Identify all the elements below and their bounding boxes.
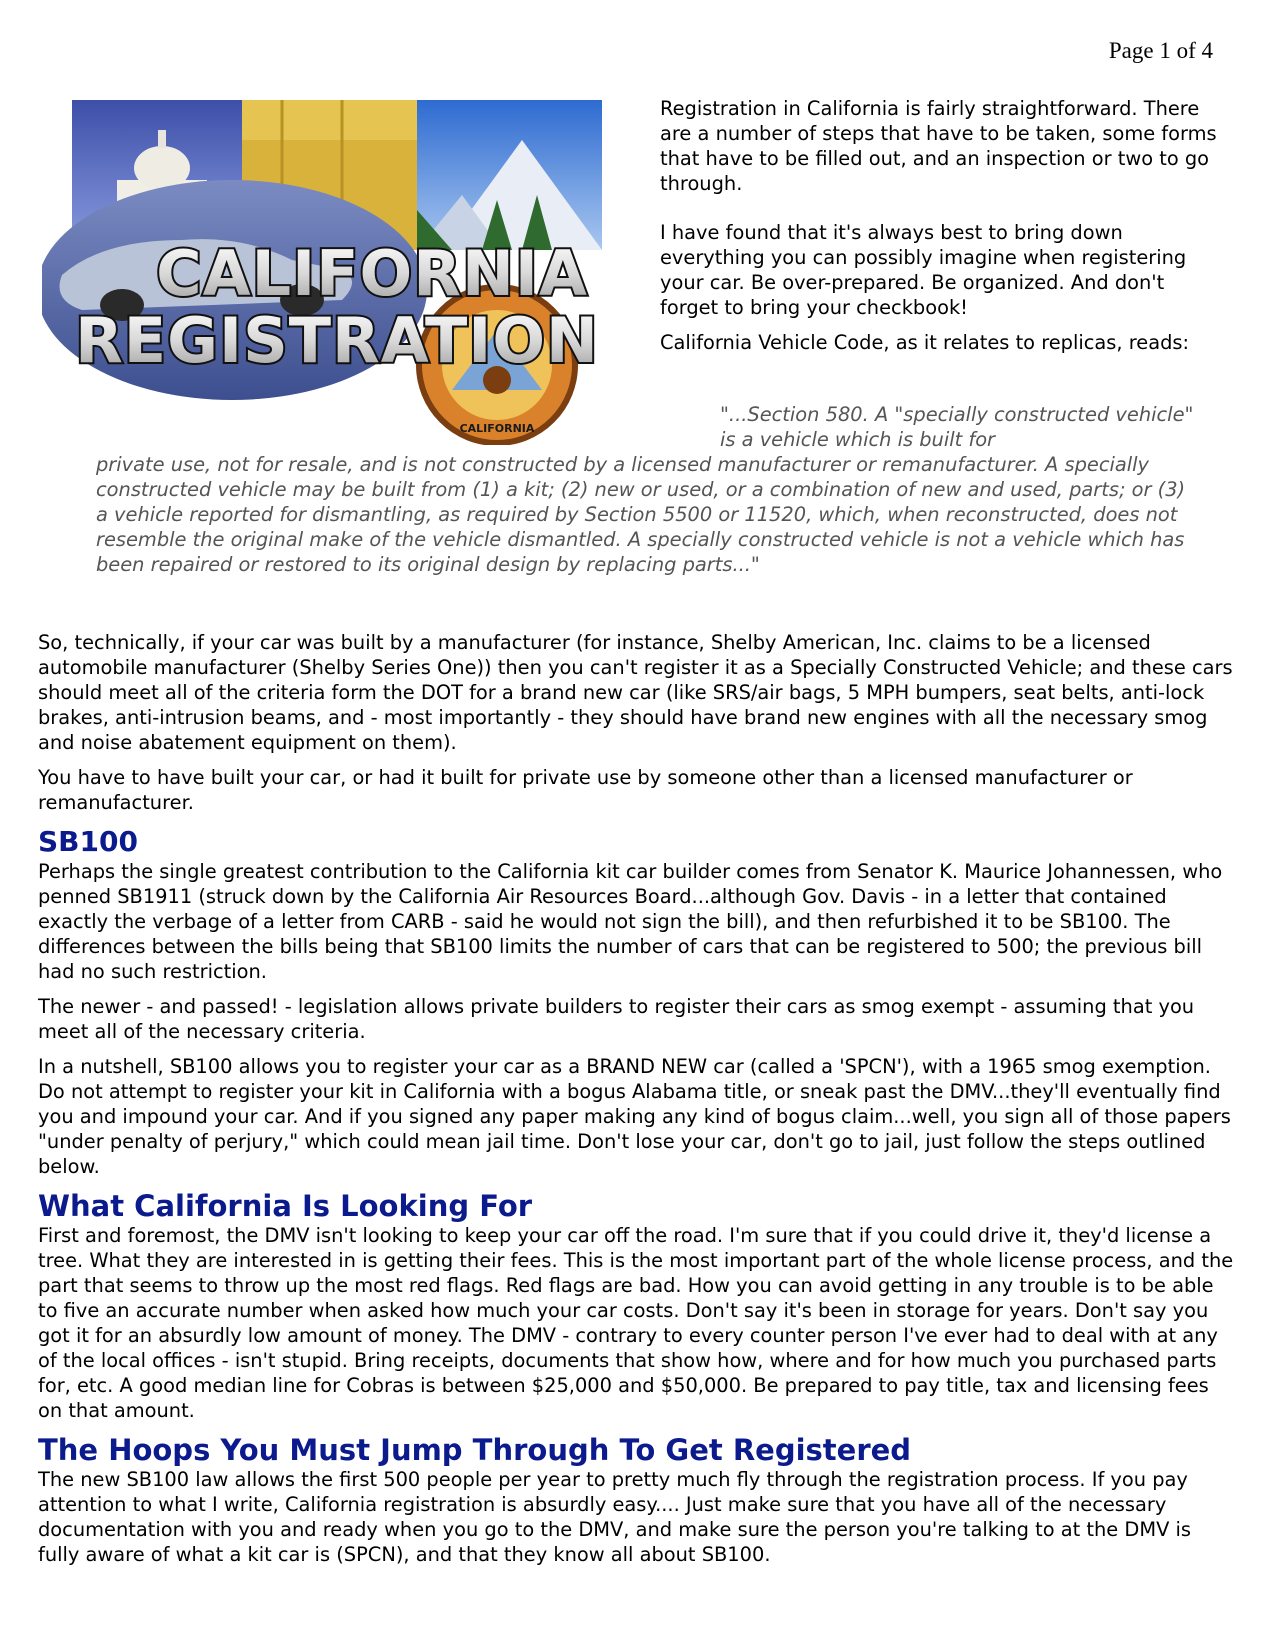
vehicle-code-quote-body: private use, not for resale, and is not constructed by a licensed manufacturer or remanufacturer. A specially constructed vehicle may be built from (1) a kit; (2) new or used, or a combination of new and used, parts; or (3) a vehicle reported for dismantling, as required by Section 5500 or 11520, which, when reconstructed, does not resemble the original make of the vehicle dismantled. A specially constructed vehicle is not a vehicle which has been repaired or restored to its original design by replacing parts..." — [96, 453, 1186, 576]
intro-paragraph-3: California Vehicle Code, as it relates to replicas, reads: — [660, 331, 1190, 354]
main-content — [38, 630, 1238, 1577]
banner-title-line2: REGISTRATION — [75, 304, 599, 377]
body-paragraph-4: The newer - and passed! - legislation allows private builders to register their cars as smog exempt - assuming that you meet all of the necessary criteria. — [38, 995, 1195, 1043]
banner-title-line1: CALIFORNIA — [156, 237, 588, 310]
body-paragraph-6: First and foremost, the DMV isn't looking to keep your car off the road. I'm sure that if you could drive it, they'd license a tree. What they are interested in is getting their fees. This is the most important part of the whole license process, and the part that seems to throw up the most red flags. Red flags are bad. How you can avoid getting in any trouble is to be able to five an accurate number when asked how much your car costs. Don't say it's been in storage for years. Don't say you got it for an absurdly low amount of money. The DMV - contrary to every counter person I've ever had to deal with at any of the local offices - isn't stupid. Bring receipts, documents that show how, where and for how much you purchased parts for, etc. A good median line for Cobras is between $25,000 and $50,000. Be prepared to pay title, tax and licensing fees on that amount. — [38, 1224, 1234, 1422]
body-paragraph-5: In a nutshell, SB100 allows you to register your car as a BRAND NEW car (called a 'SPCN'), with a 1965 smog exemption. Do not attempt to register your kit in California with a bogus Alabama title, or sneak past the DMV...they'll eventually find you and impound your car. And if you signed any paper making any kind of bogus claim...well, you sign all of those papers "under penalty of perjury," which could mean jail time. Don't lose your car, don't go to jail, just follow the steps outlined below. — [38, 1055, 1231, 1178]
seal-text: CALIFORNIA — [459, 422, 535, 435]
page-number: Page 1 of 4 — [1108, 38, 1213, 63]
intro-column — [660, 96, 1220, 355]
vehicle-code-quote-start: "...Section 580. A "specially constructed vehicle" is a vehicle which is built for — [720, 403, 1194, 451]
body-paragraph-1: So, technically, if your car was built by a manufacturer (for instance, Shelby American, Inc. claims to be a licensed automobile manufacturer (Shelby Series One)) then you can't register it as a Specially Constructed Vehicle; and these cars should meet all of the criteria form the DOT for a brand new car (like SRS/air bags, 5 MPH bumpers, seat belts, anti-lock brakes, anti-intrusion beams, and - most importantly - they should have brand new engines with all the necessary smog and noise abatement equipment on them). — [38, 631, 1233, 754]
intro-paragraph-2: I have found that it's always best to bring down everything you can possibly imagine when registering your car. Be over-prepared. Be organized. And don't forget to bring your checkbook! — [660, 221, 1187, 319]
heading-sb100: SB100 — [38, 825, 138, 858]
body-paragraph-7: The new SB100 law allows the first 500 people per year to pretty much fly through the registration process. If you pay attention to what I write, California registration is absurdly easy.... Just make sure that you have all of the necessary documentation with you and ready when you go to the DMV, and make sure the person you're talking to at the DMV is fully aware of what a kit car is (SPCN), and that they know all about SB100. — [38, 1468, 1191, 1566]
heading-what-california-looking-for: What California Is Looking For — [38, 1189, 533, 1223]
intro-paragraph-1: Registration in California is fairly straightforward. There are a number of steps that have to be taken, some forms that have to be filled out, and an inspection or two to go through. — [660, 97, 1217, 195]
body-paragraph-3: Perhaps the single greatest contribution to the California kit car builder comes from Senator K. Maurice Johannessen, who penned SB1911 (struck down by the California Air Resources Board...although Gov. Davis - in a letter that contained exactly the verbage of a letter from CARB - said he would not sign the bill), and then refurbished it to be SB100. The differences between the bills being that SB100 limits the number of cars that can be registered to 500; the previous bill had no such restriction. — [38, 860, 1223, 983]
heading-hoops: The Hoops You Must Jump Through To Get Registered — [38, 1433, 912, 1467]
california-registration-banner — [42, 100, 622, 445]
body-paragraph-2: You have to have built your car, or had it built for private use by someone other than a licensed manufacturer or remanufacturer. — [38, 766, 1133, 814]
